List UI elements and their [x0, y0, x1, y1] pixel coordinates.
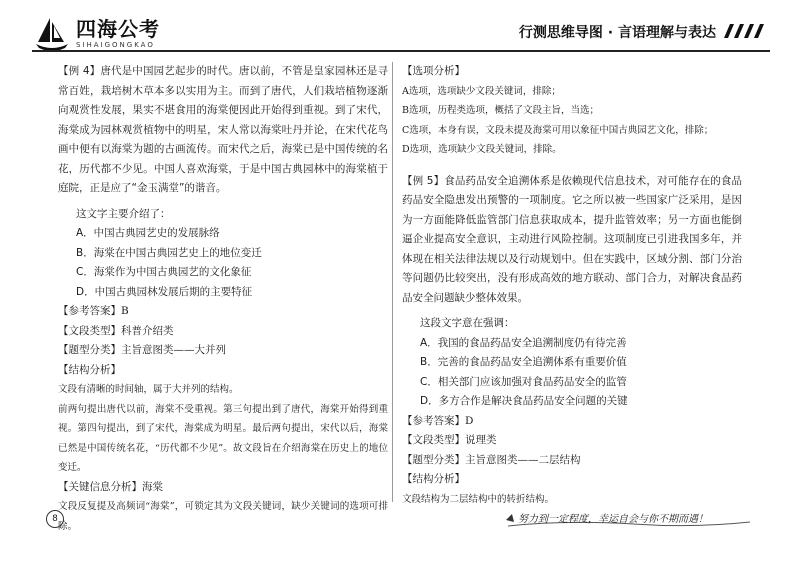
- column-divider: [392, 62, 393, 502]
- example-4-option-c: C．海棠作为中国古典园艺的文化象征: [76, 266, 252, 278]
- option-analysis-a: A选项，选项缺少文段关键词，排除；: [402, 85, 561, 97]
- header-divider: [32, 50, 770, 52]
- example-4-keyword-label: 【关键信息分析】海棠: [58, 480, 163, 493]
- right-column: [402, 62, 742, 509]
- motto-text: 努力到一定程度，幸运自会与你不期而遇！: [518, 514, 708, 525]
- footer-motto: [504, 506, 754, 530]
- logo-chinese-text: 四海公考: [76, 17, 160, 41]
- example-5-text-type: 【文段类型】说理类: [402, 434, 497, 446]
- example-4-label: 【例 4】: [58, 65, 101, 77]
- example-4-option-analysis-label: 【选项分析】: [402, 65, 465, 77]
- example-5-text: 食品药品安全追溯体系是依赖现代信息技术，对可能存在的食品药品安全隐患发出预警的一项制度。它之所以被一些国家广泛采用，是因为一方面能降低监管部门信息获取成本，提升监管效率；另一方面也能倒逼企业提高安全意识，主动进行风险控制。这项制度已引进我国多年，并体现在相关法律法规以及行动规划中。但在实践中，区域分割、部门分治等问题仍比较突出，没有形成高效的地方联动、部门合力，对解决食品药品安全问题缺少整体效果。: [402, 174, 742, 304]
- example-5-option-c: C．相关部门应该加强对食品药品安全的监管: [420, 375, 627, 388]
- example-4-text: 唐代是中国园艺起步的时代。唐以前，不管是皇家园林还是寻常百姓，栽培树木草本多以实用为主。而到了唐代，人们栽培植物逐渐向观赏性发展，果实不堪食用的海棠便因此开始得到重视。到了宋代，海棠成为园林观赏植物中的明星，宋人常以海棠吐丹并论，在宋代花鸟画中便有以海棠为题的古画流传。而宋代之后，海棠已是中国传统的名花，历代都不少见。中国人喜欢海棠，于是中国古典园林中的海棠植于庭院，正是应了“金玉满堂”的谐音。: [58, 65, 388, 194]
- example-4-structure-label: 【结构分析】: [58, 363, 121, 376]
- example-5-label: 【例 5】: [402, 174, 445, 187]
- example-4-answer: 【参考答案】B: [58, 305, 129, 317]
- example-4-option-b: B．海棠在中国古典园艺史上的地位变迁: [76, 246, 262, 259]
- example-4-question-type: 【题型分类】主旨意图类——大并列: [58, 344, 226, 356]
- left-column: [58, 62, 388, 536]
- option-analysis-c: C选项，本身有误，文段未提及海棠可用以象征中国古典园艺文化，排除；: [402, 124, 714, 136]
- example-4-text-type: 【文段类型】科普介绍类: [58, 324, 174, 337]
- example-4-question: 这文字主要介绍了：: [76, 207, 171, 220]
- example-5-passage: [402, 172, 742, 309]
- example-5-option-a: A．我国的食品药品安全追溯制度仍有待完善: [420, 336, 627, 349]
- example-4-option-a: A．中国古典园艺史的发展脉络: [76, 227, 220, 239]
- option-analysis-d: D选项，选项缺少文段关键词，排除。: [402, 144, 562, 155]
- page-number: 8: [46, 510, 64, 528]
- logo-english-text: SIHAIGONGKAO: [76, 41, 155, 49]
- example-5-question: 这段文字意在强调：: [420, 317, 515, 329]
- example-5-structure-summary: 文段结构为二层结构中的转折结构。: [402, 493, 555, 505]
- page-header: [0, 0, 800, 60]
- sailboat-logo-icon: [32, 14, 72, 54]
- decorative-slashes-icon: [720, 22, 770, 40]
- example-5-option-b: B．完善的食品药品安全追溯体系有重要价值: [420, 356, 627, 368]
- example-5-option-d: D．多方合作是解决食品药品安全问题的关键: [420, 395, 628, 407]
- example-4-keyword-text: 文段反复提及高频词“海棠”，可锁定其为文段关键词，缺少关键词的选项可排除。: [58, 501, 388, 532]
- example-5-structure-label: 【结构分析】: [402, 473, 465, 485]
- option-analysis-b: B选项，历程类选项，概括了文段主旨，当选；: [402, 105, 599, 116]
- example-4-option-d: D．中国古典园林发展后期的主要特征: [76, 285, 253, 298]
- example-4-structure-detail: 前两句提出唐代以前，海棠不受重视。第三句提出到了唐代，海棠开始得到重视。第四句提出，到了宋代，海棠成为明星。最后两句提出，宋代以后，海棠已然是中国传统名花，“历代都不少见”。故文段旨在介绍海棠在历史上的地位变迁。: [58, 403, 388, 473]
- example-4-passage: [58, 62, 388, 199]
- example-5-answer: 【参考答案】D: [402, 414, 474, 427]
- brand-logo: [32, 14, 160, 54]
- example-4-structure-summary: 文段有清晰的时间轴，属于大并列的结构。: [58, 384, 239, 395]
- example-5-question-type: 【题型分类】主旨意图类——二层结构: [402, 453, 581, 466]
- header-title: 行测思维导图 · 言语理解与表达: [518, 25, 716, 41]
